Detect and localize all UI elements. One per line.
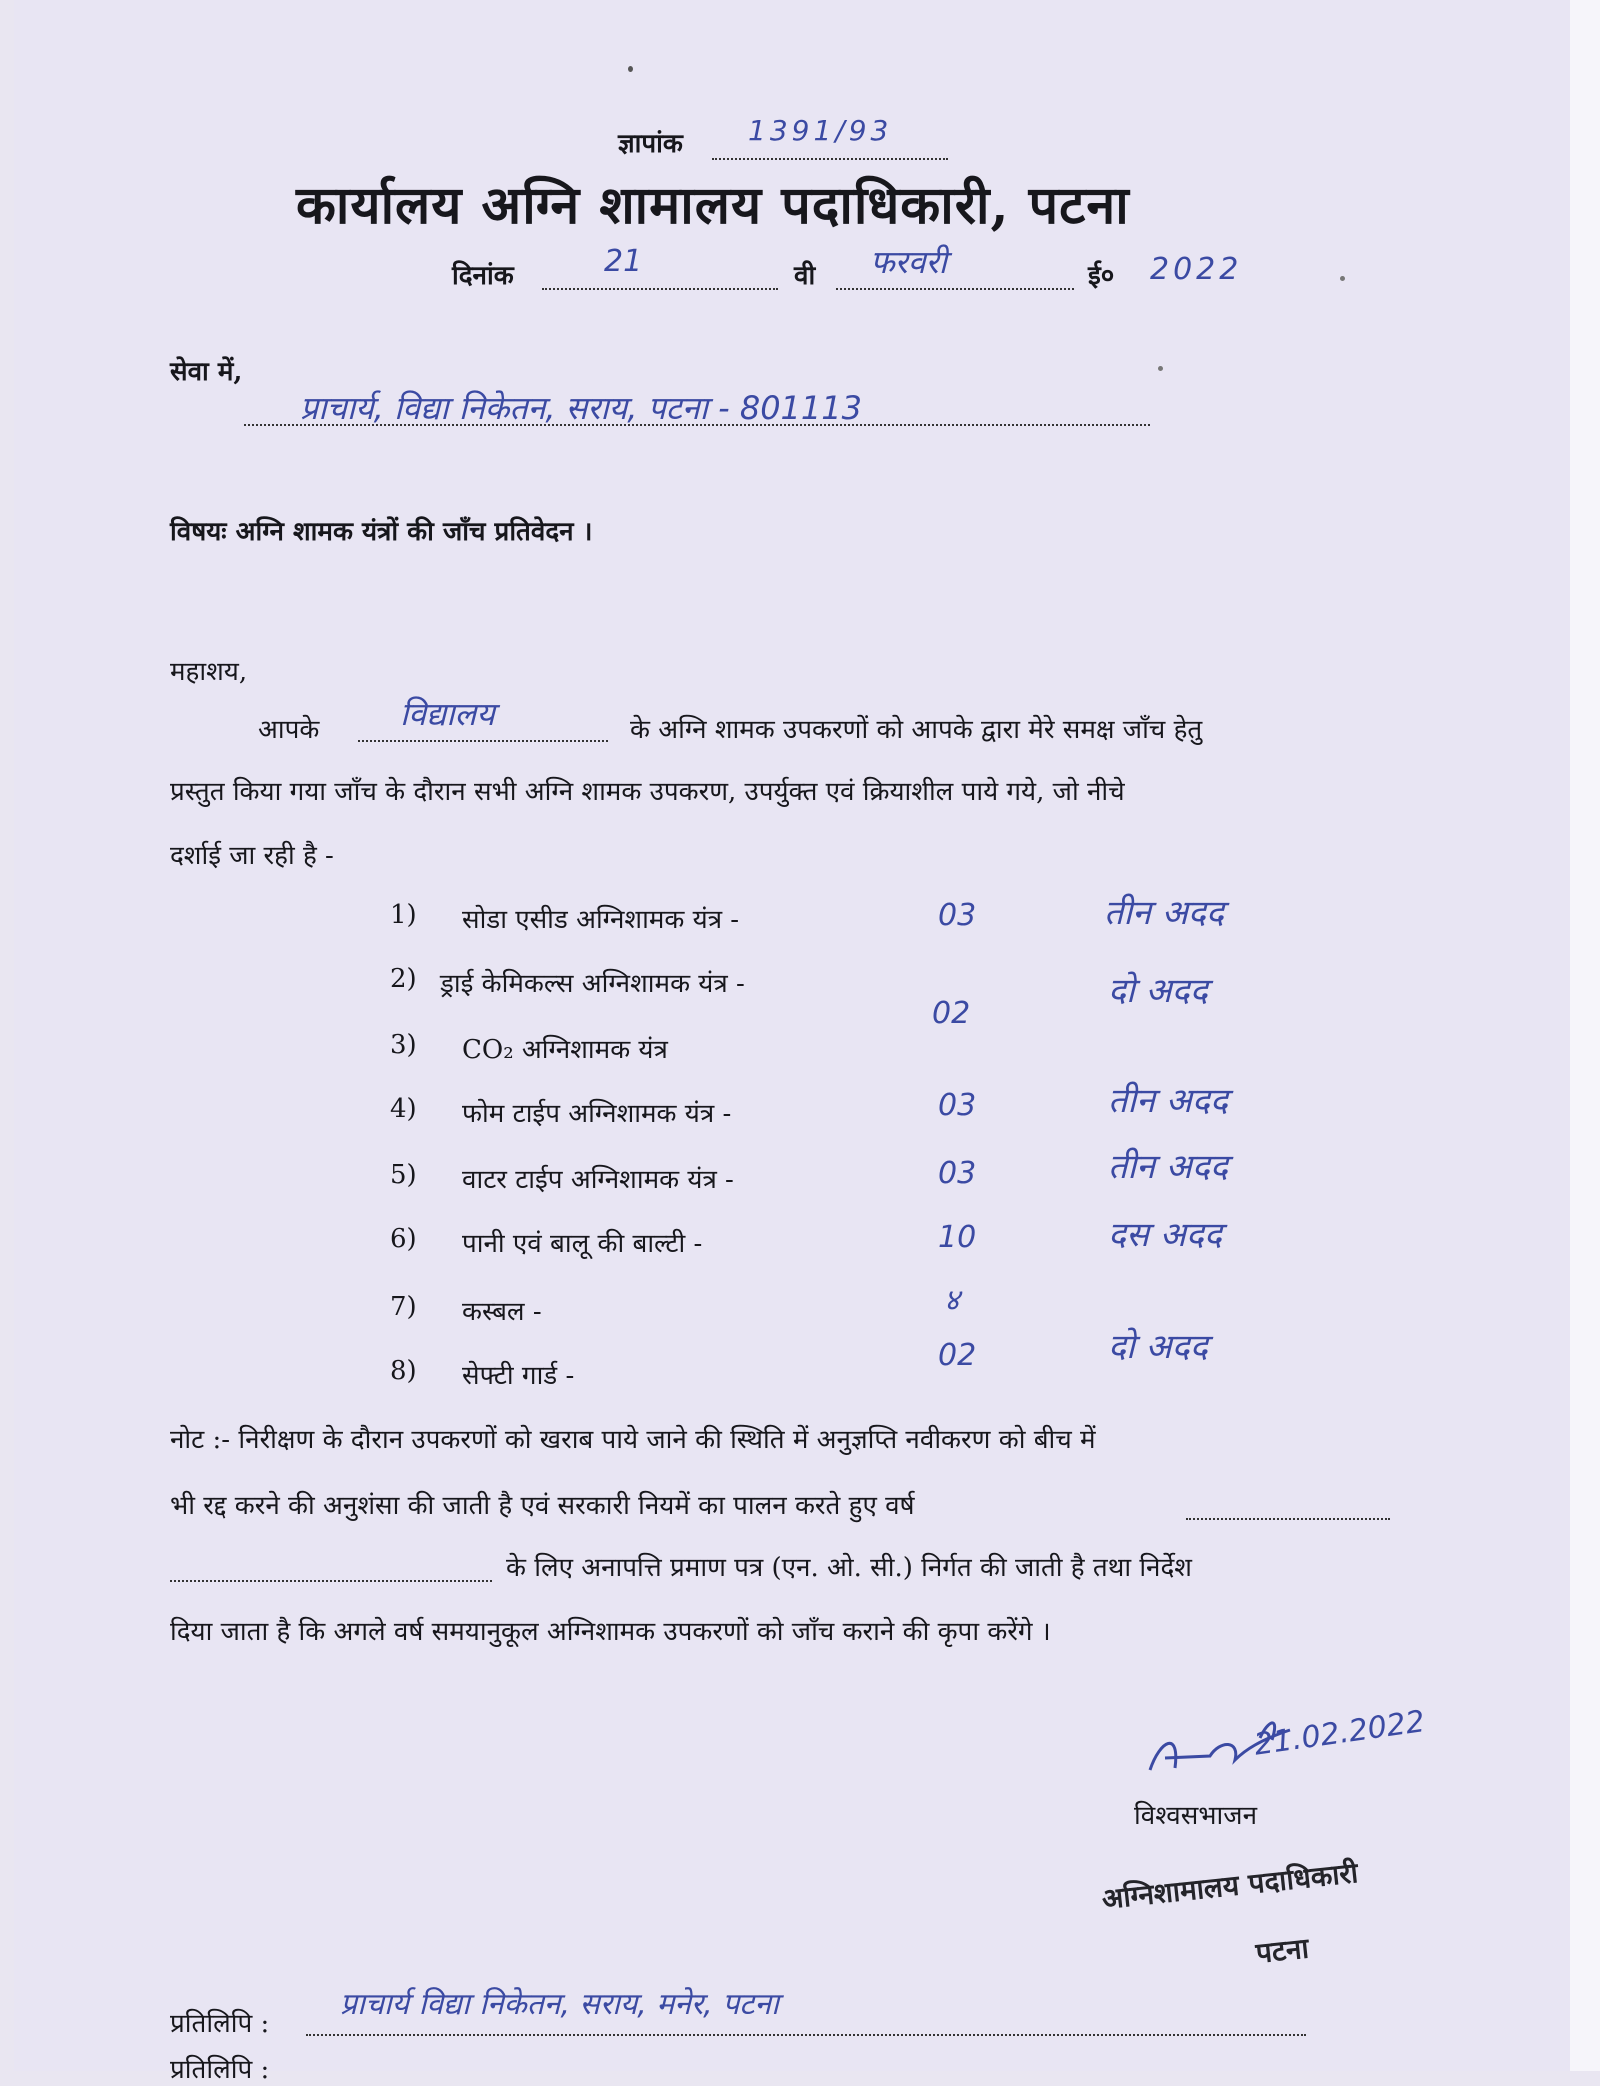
- salutation: महाशय,: [170, 657, 248, 687]
- date-month: फरवरी: [870, 243, 947, 281]
- date-year-label: ई०: [1088, 261, 1115, 291]
- copy-label-1: प्रतिलिपि :: [170, 2009, 270, 2039]
- subject: विषयः अग्नि शामक यंत्रों की जाँच प्रतिवेदन ।: [170, 517, 593, 547]
- item-number: 4): [390, 1094, 417, 1124]
- scan-speck: [1158, 366, 1163, 371]
- item-name: कस्बल -: [462, 1297, 542, 1327]
- item-number: 7): [390, 1292, 417, 1322]
- item-count-words: दो अदद: [1108, 1327, 1208, 1367]
- date-label: दिनांक: [452, 261, 514, 291]
- date-year: 2022: [1150, 252, 1243, 287]
- item-count-words: तीन अदद: [1104, 893, 1224, 933]
- body-line2: प्रस्तुत किया गया जाँच के दौरान सभी अग्नि शामक उपकरण, उपर्युक्त एवं क्रियाशील पाये गये, जो नीचे: [170, 777, 1125, 807]
- ref-number: 1391/93: [748, 114, 893, 147]
- year-field-continued: [170, 1550, 492, 1582]
- item-count-words: तीन अदद: [1108, 1147, 1228, 1187]
- recipient: प्राचार्य, विद्या निकेतन, सराय, पटना - 801113: [300, 389, 862, 427]
- item-count-words: दस अदद: [1108, 1215, 1222, 1255]
- item-name: वाटर टाईप अग्निशामक यंत्र -: [462, 1165, 734, 1195]
- item-number: 3): [390, 1030, 417, 1060]
- letter-sheet: [14, 0, 1570, 2071]
- scan-speck: [628, 66, 633, 72]
- item-count: 03: [938, 898, 977, 933]
- note-line2: भी रद्द करने की अनुशंसा की जाती है एवं सरकारी नियमें का पालन करते हुए वर्ष: [170, 1491, 915, 1521]
- copy-label-2: प्रतिलिपि :: [170, 2055, 270, 2085]
- scan-speck: [1340, 276, 1345, 281]
- item-number: 8): [390, 1356, 417, 1386]
- item-name: सोडा एसीड अग्निशामक यंत्र -: [462, 905, 740, 935]
- body-line3: दर्शाई जा रही है -: [170, 841, 334, 871]
- item-count-words: तीन अदद: [1108, 1081, 1228, 1121]
- body-line1-prefix: आपके: [258, 715, 320, 745]
- body-line1-suffix: के अग्नि शामक उपकरणों को आपके द्वारा मेरे समक्ष जाँच हेतु: [630, 715, 1203, 745]
- date-mid-label: वी: [794, 261, 816, 291]
- copy-recipient-1: प्राचार्य विद्या निकेतन, सराय, मनेर, पटना: [340, 1987, 779, 2022]
- item-name: CO₂ अग्निशामक यंत्र: [462, 1035, 668, 1065]
- note-line1: नोट :- निरीक्षण के दौरान उपकरणों को खराब पाये जाने की स्थिति में अनुज्ञप्ति नवीकरण को बीच में: [170, 1425, 1096, 1455]
- ref-label: ज्ञापांक: [618, 129, 683, 159]
- office-stamp-line2: पटना: [1254, 1931, 1311, 1970]
- closing: विश्वसभाजन: [1134, 1801, 1258, 1831]
- item-number: 2): [390, 964, 417, 994]
- date-day-field: [542, 254, 778, 290]
- item-name: ड्राई केमिकल्स अग्निशामक यंत्र -: [440, 969, 745, 999]
- date-day: 21: [604, 244, 643, 279]
- office-stamp-line1: अग्निशामालय पदाधिकारी: [1100, 1856, 1360, 1916]
- item-name: सेफ्टी गार्ड -: [462, 1361, 575, 1391]
- item-number: 6): [390, 1224, 417, 1254]
- signature-date: 21.02.2022: [1252, 1704, 1427, 1763]
- item-number: 1): [390, 900, 417, 930]
- item-name: फोम टाईप अग्निशामक यंत्र -: [462, 1099, 732, 1129]
- year-field: [1186, 1488, 1390, 1520]
- item-count: 03: [938, 1088, 977, 1123]
- item-number: 5): [390, 1160, 417, 1190]
- address-label: सेवा में,: [170, 357, 243, 387]
- item-count: 02: [932, 996, 971, 1031]
- item-count-words: दो अदद: [1108, 971, 1208, 1011]
- office-title: कार्यालय अग्नि शामालय पदाधिकारी, पटना: [296, 175, 1130, 236]
- item-count: 03: [938, 1156, 977, 1191]
- scan-edge: [1570, 0, 1600, 2071]
- note-line3: के लिए अनापत्ति प्रमाण पत्र (एन. ओ. सी.) निर्गत की जाती है तथा निर्देश: [506, 1553, 1192, 1583]
- item-count: ४: [944, 1283, 960, 1318]
- institution-name: विद्यालय: [400, 695, 495, 733]
- item-count: 02: [938, 1338, 977, 1373]
- item-name: पानी एवं बालू की बाल्टी -: [462, 1229, 703, 1259]
- item-count: 10: [938, 1220, 977, 1255]
- note-line4: दिया जाता है कि अगले वर्ष समयानुकूल अग्निशामक उपकरणों को जाँच कराने की कृपा करेंगे ।: [170, 1617, 1051, 1647]
